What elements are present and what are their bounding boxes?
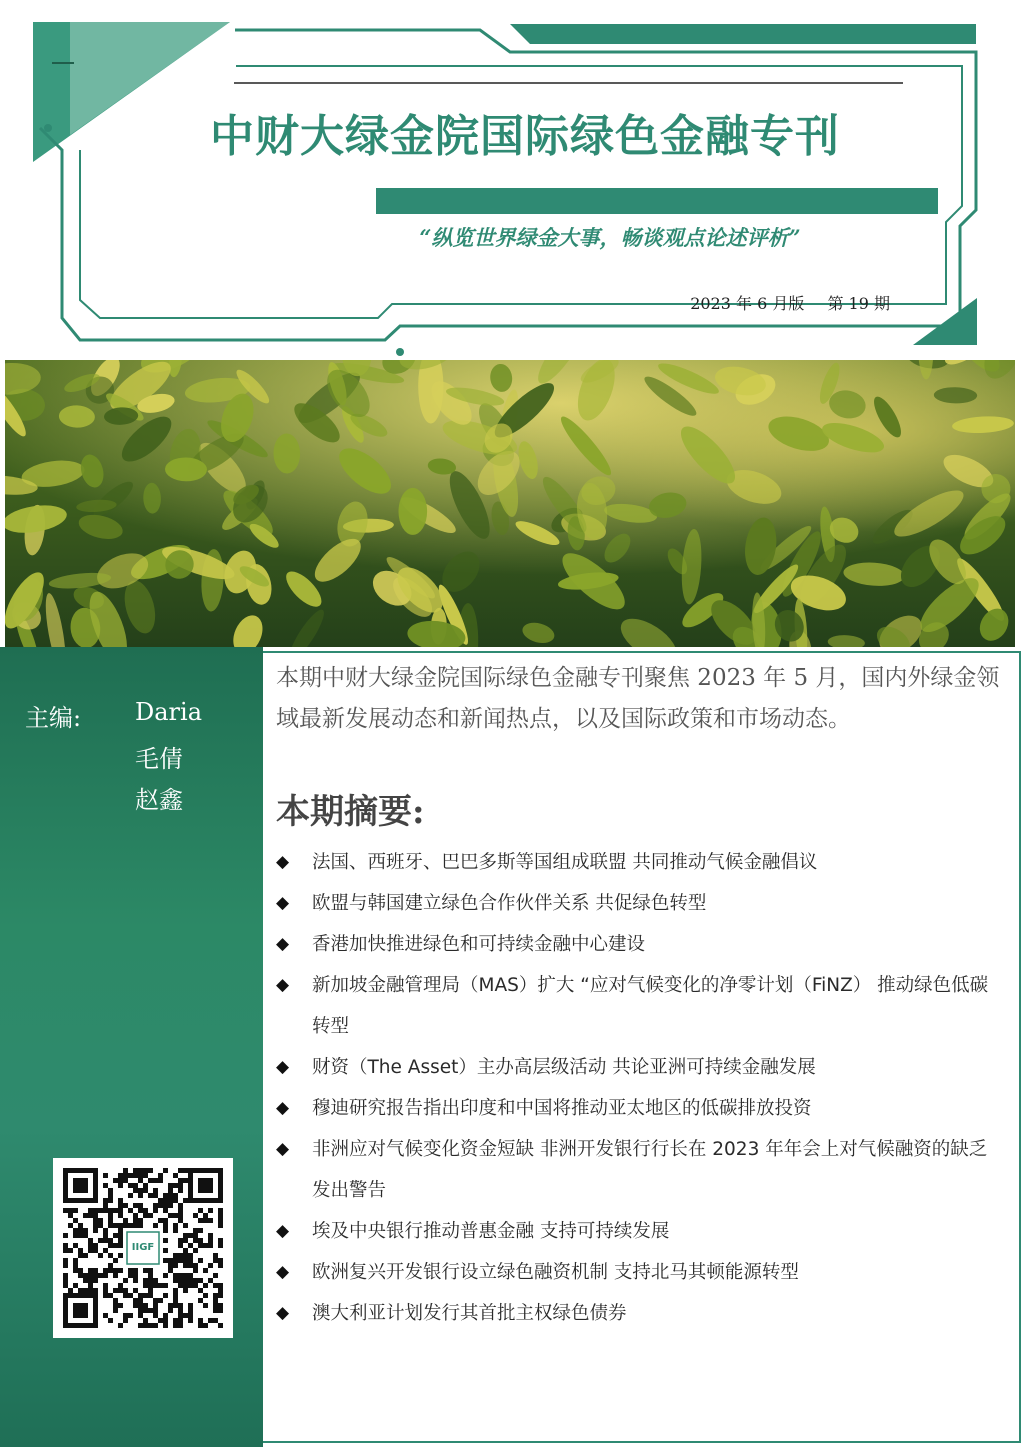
summary-item: ◆ 新加坡金融管理局（MAS）扩大 “应对气候变化的净零计划（FiNZ） 推动绿色低碳转型 <box>276 965 1004 1047</box>
summary-item: ◆ 欧洲复兴开发银行设立绿色融资机制 支持北马其顿能源转型 <box>276 1252 1004 1293</box>
diamond-bullet-icon: ◆ <box>276 1303 290 1323</box>
page-title: 中财大绿金院国际绿色金融专刊 <box>210 111 840 162</box>
summary-list <box>276 842 1004 1334</box>
summary-item: ◆ 澳大利亚计划发行其首批主权绿色债券 <box>276 1293 1004 1334</box>
diamond-bullet-icon: ◆ <box>276 1098 290 1118</box>
summary-heading: 本期摘要: <box>276 792 425 832</box>
summary-item: ◆ 法国、西班牙、巴巴多斯等国组成联盟 共同推动气候金融倡议 <box>276 842 1004 883</box>
summary-item: ◆ 埃及中央银行推动普惠金融 支持可持续发展 <box>276 1211 1004 1252</box>
edition-date: 2023 年 6 月版 <box>690 294 805 313</box>
diamond-bullet-icon: ◆ <box>276 852 290 872</box>
editor-name: Daria <box>135 698 203 726</box>
summary-item: ◆ 穆迪研究报告指出印度和中国将推动亚太地区的低碳排放投资 <box>276 1088 1004 1129</box>
summary-item: ◆ 欧盟与韩国建立绿色合作伙伴关系 共促绿色转型 <box>276 883 1004 924</box>
summary-item: ◆ 非洲应对气候变化资金短缺 非洲开发银行行长在 2023 年年会上对气候融资的缺乏发出警告 <box>276 1129 1004 1211</box>
issue-number: 第 19 期 <box>827 294 890 313</box>
diamond-bullet-icon: ◆ <box>276 1262 290 1282</box>
diamond-bullet-icon: ◆ <box>276 1139 290 1159</box>
diamond-bullet-icon: ◆ <box>276 1057 290 1077</box>
editor-label: 主编: <box>25 704 82 732</box>
summary-item: ◆ 香港加快推进绿色和可持续金融中心建设 <box>276 924 1004 965</box>
diamond-bullet-icon: ◆ <box>276 893 290 913</box>
diamond-bullet-icon: ◆ <box>276 934 290 954</box>
diamond-bullet-icon: ◆ <box>276 975 290 995</box>
editor-name: 赵鑫 <box>135 786 183 814</box>
diamond-bullet-icon: ◆ <box>276 1221 290 1241</box>
qr-code <box>53 1158 233 1338</box>
editor-name: 毛倩 <box>135 745 183 773</box>
issue-info <box>600 291 890 314</box>
tea-leaves-photo <box>5 360 1015 647</box>
qr-logo-text: IIGF <box>131 1242 155 1253</box>
slogan: “纵览世界绿金大事，畅谈观点论述评析” <box>419 225 801 250</box>
summary-item: ◆ 财资（The Asset）主办高层级活动 共论亚洲可持续金融发展 <box>276 1047 1004 1088</box>
intro-paragraph: 本期中财大绿金院国际绿色金融专刊聚焦 2023 年 5 月，国内外绿金领域最新发展动态和新闻热点，以及国际政策和市场动态。 <box>276 665 1000 732</box>
